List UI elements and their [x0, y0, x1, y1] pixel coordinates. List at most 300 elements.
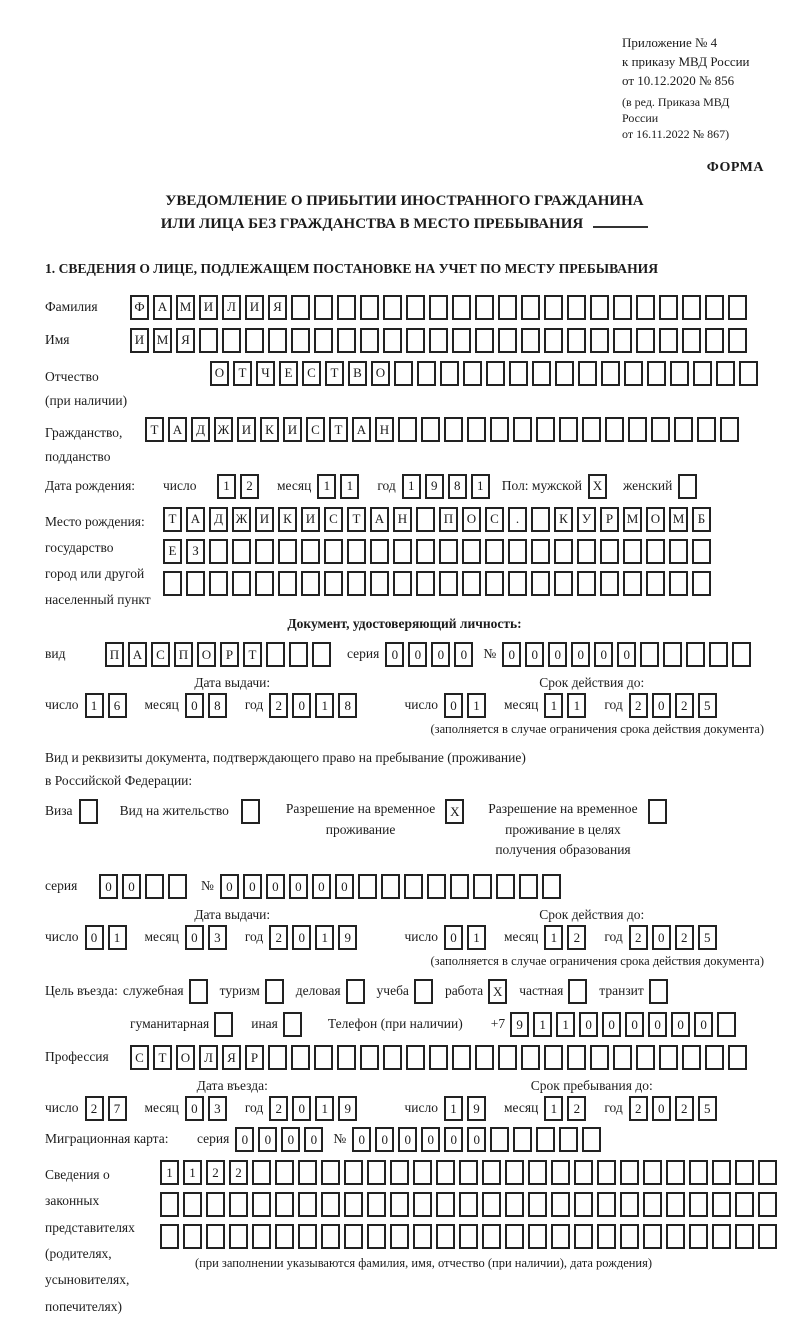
- char-cell[interactable]: [252, 1224, 271, 1249]
- char-cell[interactable]: К: [278, 507, 297, 532]
- char-cell[interactable]: 1: [160, 1160, 179, 1185]
- char-cell[interactable]: 9: [425, 474, 444, 499]
- char-cell[interactable]: 1: [471, 474, 490, 499]
- char-cell[interactable]: [555, 361, 574, 386]
- char-cell[interactable]: 0: [652, 925, 671, 950]
- char-cell[interactable]: 0: [671, 1012, 690, 1037]
- char-cell[interactable]: [390, 1224, 409, 1249]
- char-cell[interactable]: 2: [85, 1096, 104, 1121]
- char-cell[interactable]: [252, 1160, 271, 1185]
- char-cell[interactable]: А: [128, 642, 147, 667]
- char-cell[interactable]: [229, 1192, 248, 1217]
- char-cell[interactable]: 2: [206, 1160, 225, 1185]
- char-cell[interactable]: [406, 1045, 425, 1070]
- char-cell[interactable]: [728, 1045, 747, 1070]
- char-cell[interactable]: [404, 874, 423, 899]
- char-cell[interactable]: [643, 1192, 662, 1217]
- char-cell[interactable]: 0: [235, 1127, 254, 1152]
- char-cell[interactable]: [559, 417, 578, 442]
- char-cell[interactable]: [531, 507, 550, 532]
- char-cell[interactable]: [360, 1045, 379, 1070]
- char-cell[interactable]: [298, 1160, 317, 1185]
- char-cell[interactable]: С: [306, 417, 325, 442]
- char-cell[interactable]: [601, 361, 620, 386]
- char-cell[interactable]: Т: [163, 507, 182, 532]
- char-cell[interactable]: [536, 1127, 555, 1152]
- char-cell[interactable]: 9: [338, 925, 357, 950]
- char-cell[interactable]: Т: [233, 361, 252, 386]
- char-cell[interactable]: 0: [652, 693, 671, 718]
- char-cell[interactable]: 1: [444, 1096, 463, 1121]
- char-cell[interactable]: 0: [258, 1127, 277, 1152]
- char-cell[interactable]: П: [174, 642, 193, 667]
- char-cell[interactable]: [709, 642, 728, 667]
- char-cell[interactable]: [505, 1224, 524, 1249]
- char-cell[interactable]: 3: [208, 1096, 227, 1121]
- char-cell[interactable]: [416, 571, 435, 596]
- char-cell[interactable]: [314, 1045, 333, 1070]
- char-cell[interactable]: И: [301, 507, 320, 532]
- char-cell[interactable]: [567, 1045, 586, 1070]
- char-cell[interactable]: [669, 539, 688, 564]
- char-cell[interactable]: [229, 1224, 248, 1249]
- char-cell[interactable]: 2: [675, 925, 694, 950]
- char-cell[interactable]: [649, 979, 668, 1004]
- char-cell[interactable]: [429, 328, 448, 353]
- char-cell[interactable]: [367, 1224, 386, 1249]
- char-cell[interactable]: [532, 361, 551, 386]
- char-cell[interactable]: 0: [243, 874, 262, 899]
- char-cell[interactable]: 0: [312, 874, 331, 899]
- char-cell[interactable]: Ж: [232, 507, 251, 532]
- char-cell[interactable]: 0: [185, 925, 204, 950]
- char-cell[interactable]: 2: [240, 474, 259, 499]
- char-cell[interactable]: 5: [698, 1096, 717, 1121]
- char-cell[interactable]: [689, 1224, 708, 1249]
- char-cell[interactable]: 0: [375, 1127, 394, 1152]
- char-cell[interactable]: [206, 1224, 225, 1249]
- char-cell[interactable]: [720, 417, 739, 442]
- char-cell[interactable]: Я: [222, 1045, 241, 1070]
- char-cell[interactable]: [486, 361, 505, 386]
- char-cell[interactable]: [429, 295, 448, 320]
- char-cell[interactable]: 1: [183, 1160, 202, 1185]
- char-cell[interactable]: [298, 1192, 317, 1217]
- char-cell[interactable]: [186, 571, 205, 596]
- char-cell[interactable]: [358, 874, 377, 899]
- char-cell[interactable]: [536, 417, 555, 442]
- char-cell[interactable]: [291, 295, 310, 320]
- char-cell[interactable]: [544, 328, 563, 353]
- char-cell[interactable]: [459, 1160, 478, 1185]
- char-cell[interactable]: Ж: [214, 417, 233, 442]
- char-cell[interactable]: И: [255, 507, 274, 532]
- char-cell[interactable]: [160, 1192, 179, 1217]
- char-cell[interactable]: А: [370, 507, 389, 532]
- char-cell[interactable]: [643, 1160, 662, 1185]
- char-cell[interactable]: Р: [220, 642, 239, 667]
- char-cell[interactable]: [360, 295, 379, 320]
- char-cell[interactable]: [390, 1192, 409, 1217]
- char-cell[interactable]: [643, 1224, 662, 1249]
- char-cell[interactable]: [528, 1160, 547, 1185]
- char-cell[interactable]: [682, 295, 701, 320]
- char-cell[interactable]: 0: [594, 642, 613, 667]
- char-cell[interactable]: [705, 1045, 724, 1070]
- char-cell[interactable]: [298, 1224, 317, 1249]
- char-cell[interactable]: [393, 571, 412, 596]
- char-cell[interactable]: [739, 361, 758, 386]
- char-cell[interactable]: 6: [108, 693, 127, 718]
- char-cell[interactable]: [697, 417, 716, 442]
- char-cell[interactable]: [482, 1224, 501, 1249]
- char-cell[interactable]: [597, 1160, 616, 1185]
- char-cell[interactable]: [275, 1224, 294, 1249]
- char-cell[interactable]: [346, 979, 365, 1004]
- char-cell[interactable]: У: [577, 507, 596, 532]
- char-cell[interactable]: Л: [222, 295, 241, 320]
- char-cell[interactable]: [551, 1160, 570, 1185]
- char-cell[interactable]: [414, 979, 433, 1004]
- char-cell[interactable]: 2: [675, 693, 694, 718]
- char-cell[interactable]: [255, 571, 274, 596]
- char-cell[interactable]: [436, 1224, 455, 1249]
- char-cell[interactable]: [393, 539, 412, 564]
- char-cell[interactable]: [450, 874, 469, 899]
- char-cell[interactable]: П: [105, 642, 124, 667]
- char-cell[interactable]: [370, 571, 389, 596]
- char-cell[interactable]: [624, 361, 643, 386]
- char-cell[interactable]: [659, 295, 678, 320]
- char-cell[interactable]: Т: [145, 417, 164, 442]
- char-cell[interactable]: [498, 328, 517, 353]
- char-cell[interactable]: 0: [467, 1127, 486, 1152]
- char-cell[interactable]: 1: [544, 693, 563, 718]
- char-cell[interactable]: [513, 1127, 532, 1152]
- char-cell[interactable]: [337, 295, 356, 320]
- char-cell[interactable]: 0: [652, 1096, 671, 1121]
- char-cell[interactable]: 0: [220, 874, 239, 899]
- char-cell[interactable]: [485, 539, 504, 564]
- char-cell[interactable]: Т: [153, 1045, 172, 1070]
- char-cell[interactable]: [496, 874, 515, 899]
- char-cell[interactable]: [728, 328, 747, 353]
- char-cell[interactable]: [347, 539, 366, 564]
- char-cell[interactable]: [183, 1192, 202, 1217]
- char-cell[interactable]: [692, 571, 711, 596]
- char-cell[interactable]: [531, 539, 550, 564]
- char-cell[interactable]: 1: [315, 925, 334, 950]
- char-cell[interactable]: [301, 571, 320, 596]
- char-cell[interactable]: [666, 1192, 685, 1217]
- char-cell[interactable]: [669, 571, 688, 596]
- char-cell[interactable]: О: [210, 361, 229, 386]
- char-cell[interactable]: С: [151, 642, 170, 667]
- char-cell[interactable]: [463, 361, 482, 386]
- char-cell[interactable]: [582, 1127, 601, 1152]
- char-cell[interactable]: 0: [602, 1012, 621, 1037]
- char-cell[interactable]: [498, 1045, 517, 1070]
- char-cell[interactable]: Т: [329, 417, 348, 442]
- char-cell[interactable]: В: [348, 361, 367, 386]
- char-cell[interactable]: [381, 874, 400, 899]
- char-cell[interactable]: Б: [692, 507, 711, 532]
- char-cell[interactable]: 1: [467, 693, 486, 718]
- char-cell[interactable]: [670, 361, 689, 386]
- char-cell[interactable]: .: [508, 507, 527, 532]
- char-cell[interactable]: [475, 328, 494, 353]
- char-cell[interactable]: [544, 295, 563, 320]
- char-cell[interactable]: [344, 1160, 363, 1185]
- char-cell[interactable]: 0: [385, 642, 404, 667]
- char-cell[interactable]: [291, 1045, 310, 1070]
- char-cell[interactable]: 0: [335, 874, 354, 899]
- char-cell[interactable]: [508, 539, 527, 564]
- char-cell[interactable]: [554, 539, 573, 564]
- char-cell[interactable]: [574, 1224, 593, 1249]
- char-cell[interactable]: [452, 328, 471, 353]
- char-cell[interactable]: 8: [338, 693, 357, 718]
- char-cell[interactable]: [462, 539, 481, 564]
- char-cell[interactable]: [482, 1192, 501, 1217]
- char-cell[interactable]: [337, 328, 356, 353]
- char-cell[interactable]: И: [283, 417, 302, 442]
- char-cell[interactable]: [674, 417, 693, 442]
- char-cell[interactable]: [666, 1160, 685, 1185]
- char-cell[interactable]: [554, 571, 573, 596]
- char-cell[interactable]: [337, 1045, 356, 1070]
- char-cell[interactable]: [265, 979, 284, 1004]
- char-cell[interactable]: Т: [347, 507, 366, 532]
- char-cell[interactable]: 1: [317, 474, 336, 499]
- char-cell[interactable]: [421, 417, 440, 442]
- char-cell[interactable]: П: [439, 507, 458, 532]
- char-cell[interactable]: [636, 328, 655, 353]
- char-cell[interactable]: [266, 642, 285, 667]
- char-cell[interactable]: [360, 328, 379, 353]
- char-cell[interactable]: [577, 539, 596, 564]
- char-cell[interactable]: [209, 539, 228, 564]
- char-cell[interactable]: [712, 1160, 731, 1185]
- char-cell[interactable]: [574, 1160, 593, 1185]
- char-cell[interactable]: 1: [340, 474, 359, 499]
- char-cell[interactable]: [383, 1045, 402, 1070]
- char-cell[interactable]: [467, 417, 486, 442]
- char-cell[interactable]: [692, 539, 711, 564]
- char-cell[interactable]: 0: [122, 874, 141, 899]
- char-cell[interactable]: [567, 295, 586, 320]
- char-cell[interactable]: [439, 571, 458, 596]
- char-cell[interactable]: Е: [163, 539, 182, 564]
- char-cell[interactable]: [508, 571, 527, 596]
- char-cell[interactable]: 2: [567, 925, 586, 950]
- char-cell[interactable]: 1: [533, 1012, 552, 1037]
- char-cell[interactable]: 0: [304, 1127, 323, 1152]
- char-cell[interactable]: [301, 539, 320, 564]
- char-cell[interactable]: 0: [625, 1012, 644, 1037]
- char-cell[interactable]: 0: [444, 925, 463, 950]
- char-cell[interactable]: [659, 1045, 678, 1070]
- char-cell[interactable]: [735, 1224, 754, 1249]
- char-cell[interactable]: [682, 328, 701, 353]
- char-cell[interactable]: [613, 295, 632, 320]
- char-cell[interactable]: 0: [571, 642, 590, 667]
- char-cell[interactable]: [485, 571, 504, 596]
- char-cell[interactable]: [189, 979, 208, 1004]
- char-cell[interactable]: [636, 295, 655, 320]
- char-cell[interactable]: 0: [408, 642, 427, 667]
- char-cell[interactable]: [429, 1045, 448, 1070]
- char-cell[interactable]: [398, 417, 417, 442]
- char-cell[interactable]: [314, 295, 333, 320]
- char-cell[interactable]: [268, 328, 287, 353]
- char-cell[interactable]: Н: [375, 417, 394, 442]
- char-cell[interactable]: [505, 1160, 524, 1185]
- char-cell[interactable]: 0: [525, 642, 544, 667]
- char-cell[interactable]: [312, 642, 331, 667]
- char-cell[interactable]: [600, 539, 619, 564]
- char-cell[interactable]: 0: [648, 1012, 667, 1037]
- char-cell[interactable]: 0: [444, 1127, 463, 1152]
- char-cell[interactable]: [613, 1045, 632, 1070]
- char-cell[interactable]: 0: [617, 642, 636, 667]
- char-cell[interactable]: [324, 539, 343, 564]
- char-cell[interactable]: 0: [292, 1096, 311, 1121]
- char-cell[interactable]: [559, 1127, 578, 1152]
- char-cell[interactable]: [712, 1224, 731, 1249]
- char-cell[interactable]: [321, 1160, 340, 1185]
- char-cell[interactable]: С: [324, 507, 343, 532]
- char-cell[interactable]: 2: [629, 1096, 648, 1121]
- char-cell[interactable]: [459, 1224, 478, 1249]
- char-cell[interactable]: 0: [99, 874, 118, 899]
- char-cell[interactable]: [542, 874, 561, 899]
- char-cell[interactable]: 0: [579, 1012, 598, 1037]
- char-cell[interactable]: С: [485, 507, 504, 532]
- char-cell[interactable]: 5: [698, 693, 717, 718]
- char-cell[interactable]: [689, 1192, 708, 1217]
- char-cell[interactable]: [439, 539, 458, 564]
- char-cell[interactable]: [716, 361, 735, 386]
- char-cell[interactable]: 1: [217, 474, 236, 499]
- char-cell[interactable]: [605, 417, 624, 442]
- char-cell[interactable]: [344, 1224, 363, 1249]
- char-cell[interactable]: 0: [85, 925, 104, 950]
- char-cell[interactable]: [452, 295, 471, 320]
- char-cell[interactable]: М: [623, 507, 642, 532]
- char-cell[interactable]: [521, 328, 540, 353]
- char-cell[interactable]: [163, 571, 182, 596]
- char-cell[interactable]: [206, 1192, 225, 1217]
- char-cell[interactable]: [275, 1160, 294, 1185]
- char-cell[interactable]: Я: [268, 295, 287, 320]
- char-cell[interactable]: Д: [191, 417, 210, 442]
- char-cell[interactable]: [574, 1192, 593, 1217]
- char-cell[interactable]: [682, 1045, 701, 1070]
- char-cell[interactable]: 0: [292, 693, 311, 718]
- char-cell[interactable]: [758, 1160, 777, 1185]
- char-cell[interactable]: [245, 328, 264, 353]
- char-cell[interactable]: [758, 1224, 777, 1249]
- char-cell[interactable]: [214, 1012, 233, 1037]
- char-cell[interactable]: Я: [176, 328, 195, 353]
- char-cell[interactable]: [577, 571, 596, 596]
- char-cell[interactable]: [678, 474, 697, 499]
- char-cell[interactable]: [452, 1045, 471, 1070]
- char-cell[interactable]: [436, 1160, 455, 1185]
- char-cell[interactable]: 7: [108, 1096, 127, 1121]
- char-cell[interactable]: 9: [510, 1012, 529, 1037]
- char-cell[interactable]: [717, 1012, 736, 1037]
- char-cell[interactable]: [659, 328, 678, 353]
- char-cell[interactable]: [275, 1192, 294, 1217]
- char-cell[interactable]: [413, 1192, 432, 1217]
- char-cell[interactable]: М: [669, 507, 688, 532]
- char-cell[interactable]: [646, 539, 665, 564]
- char-cell[interactable]: С: [130, 1045, 149, 1070]
- char-cell[interactable]: З: [186, 539, 205, 564]
- char-cell[interactable]: 2: [269, 1096, 288, 1121]
- char-cell[interactable]: [758, 1192, 777, 1217]
- char-cell[interactable]: [597, 1192, 616, 1217]
- char-cell[interactable]: [252, 1192, 271, 1217]
- char-cell[interactable]: [367, 1160, 386, 1185]
- char-cell[interactable]: [183, 1224, 202, 1249]
- char-cell[interactable]: [640, 642, 659, 667]
- char-cell[interactable]: О: [197, 642, 216, 667]
- char-cell[interactable]: [160, 1224, 179, 1249]
- char-cell[interactable]: [241, 799, 260, 824]
- char-cell[interactable]: [417, 361, 436, 386]
- char-cell[interactable]: 2: [229, 1160, 248, 1185]
- char-cell[interactable]: К: [260, 417, 279, 442]
- char-cell[interactable]: [324, 571, 343, 596]
- char-cell[interactable]: [413, 1160, 432, 1185]
- char-cell[interactable]: [651, 417, 670, 442]
- char-cell[interactable]: Д: [209, 507, 228, 532]
- char-cell[interactable]: 0: [185, 693, 204, 718]
- char-cell[interactable]: 1: [556, 1012, 575, 1037]
- char-cell[interactable]: [475, 295, 494, 320]
- char-cell[interactable]: Н: [393, 507, 412, 532]
- char-cell[interactable]: [513, 417, 532, 442]
- char-cell[interactable]: [519, 874, 538, 899]
- char-cell[interactable]: [521, 295, 540, 320]
- char-cell[interactable]: [347, 571, 366, 596]
- char-cell[interactable]: [291, 328, 310, 353]
- char-cell[interactable]: [416, 507, 435, 532]
- char-cell[interactable]: [321, 1192, 340, 1217]
- char-cell[interactable]: [686, 642, 705, 667]
- char-cell[interactable]: Л: [199, 1045, 218, 1070]
- char-cell[interactable]: 9: [467, 1096, 486, 1121]
- char-cell[interactable]: [459, 1192, 478, 1217]
- char-cell[interactable]: [705, 328, 724, 353]
- char-cell[interactable]: [278, 571, 297, 596]
- char-cell[interactable]: [289, 642, 308, 667]
- char-cell[interactable]: И: [237, 417, 256, 442]
- char-cell[interactable]: О: [646, 507, 665, 532]
- char-cell[interactable]: О: [462, 507, 481, 532]
- char-cell[interactable]: 9: [338, 1096, 357, 1121]
- char-cell[interactable]: [168, 874, 187, 899]
- char-cell[interactable]: [568, 979, 587, 1004]
- char-cell[interactable]: А: [352, 417, 371, 442]
- char-cell[interactable]: [268, 1045, 287, 1070]
- char-cell[interactable]: [416, 539, 435, 564]
- char-cell[interactable]: [528, 1192, 547, 1217]
- char-cell[interactable]: [406, 328, 425, 353]
